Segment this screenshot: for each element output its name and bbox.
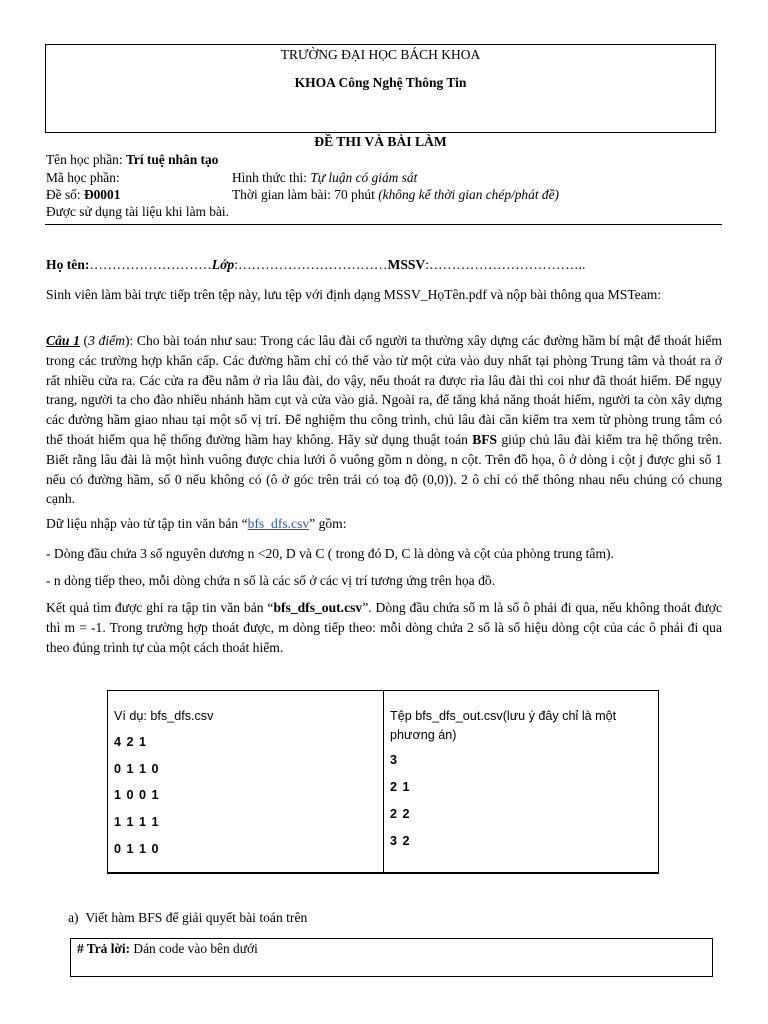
- output-line: 2 2: [390, 807, 411, 821]
- submission-instructions: Sinh viên làm bài trực tiếp trên tệp này, lưu tệp với định dạng MSSV_HọTên.pdf và nộp bài thông qua MSTeam:: [46, 287, 662, 302]
- bfs-term: BFS: [472, 431, 498, 447]
- form-value: Tự luận có giám sát: [310, 170, 418, 185]
- student-id-label: MSSV: [387, 257, 426, 272]
- student-id-dots: :……………………………..: [425, 257, 586, 272]
- university-name: TRƯỜNG ĐẠI HỌC BÁCH KHOA: [280, 47, 481, 62]
- question-1-points: 3 điểm: [88, 333, 125, 348]
- exam-form-line: [232, 170, 417, 186]
- divider-line: [45, 224, 722, 225]
- example-input-title: Ví dụ: bfs_dfs.csv: [114, 709, 214, 723]
- input-bullet-1: - Dòng đầu chứa 3 số nguyên dương n <20, D và C ( trong đó D, C là dòng và cột của phòng trung tâm).: [46, 546, 614, 561]
- table-divider: [383, 691, 384, 873]
- input-description: [46, 514, 722, 534]
- form-label: Hình thức thi:: [232, 170, 311, 185]
- exam-number-line: [46, 187, 120, 203]
- input-line: 1 0 0 1: [114, 788, 160, 802]
- output-desc-suffix: ”. Dòng đầu chứa số m là số ô phải đi qua, nếu không thoát được thì m = -1. Trong trường hợp thoát được, m dòng tiếp theo: mỗi dòng chứa 2 số là số hiệu dòng cột của các ô phải đi qua theo đúng trình tự của một cách thoát hiểm.: [46, 600, 723, 655]
- question-1-body-continued: giúp chủ lâu đài kiểm tra hệ thống trên. Biết rằng lâu đài là một hình vuông được chia lưới ô vuông gồm n dòng, n cột. Trên đồ họa, ô ở dòng i cột j được ghi số 1 nếu có đường hầm, số 0 nếu không có (ô ở góc trên trái có toạ độ (0,0)). 2 ô chỉ có thể thông nhau nếu chúng có chung cạnh.: [46, 431, 722, 507]
- input-line: 1 1 1 1: [114, 815, 160, 829]
- code-label: Mã học phần:: [46, 170, 120, 185]
- faculty-name: KHOA Công Nghệ Thông Tin: [294, 75, 467, 90]
- output-description: [46, 598, 722, 657]
- part-a-marker: a): [68, 910, 79, 925]
- course-value: Trí tuệ nhân tạo: [125, 152, 219, 167]
- table-bottom-border: [108, 872, 658, 874]
- input-desc-suffix: ” gồm:: [309, 516, 347, 531]
- input-line: 0 1 1 0: [114, 842, 160, 856]
- example-table: [107, 690, 659, 874]
- answer-text: Dán code vào bên dưới: [130, 941, 258, 956]
- course-label: Tên học phần:: [46, 152, 126, 167]
- part-a: [68, 910, 307, 926]
- input-line: 4 2 1: [114, 735, 148, 749]
- output-desc-prefix: Kết quả tìm được ghi ra tập tin văn bản “: [46, 600, 274, 615]
- part-a-text: Viết hàm BFS để giải quyết bài toán trên: [85, 910, 308, 925]
- output-file-name: bfs_dfs_out.csv: [273, 600, 363, 615]
- answer-prompt: [77, 941, 258, 957]
- name-label: Họ tên:: [46, 257, 90, 272]
- input-desc-prefix: Dữ liệu nhập vào từ tập tin văn bản “: [46, 516, 248, 531]
- question-1: Câu 1 (3 điểm): Cho bài toán như sau: Trong các lâu đài cổ người ta thường xây dựng các đường hầm bí mật để thoát hiểm trong các trường hợp khẩn cấp. Các đường hầm chỉ có thể vào từ một cửa vào duy nhất tại phòng Trung tâm và thoát ra ở rất nhiều cửa ra. Các cửa ra đều nằm ở rìa lâu đài, do vậy, nếu thoát ra được rìa lâu đài thì coi như đã thoát hiểm. Để ngụy trang, người ta cho đào nhiều nhánh hầm cụt và cửa vào giả. Ngoài ra, để tăng khả năng thoát hiểm, người ta còn xây dựng các đường hầm giao nhau tại một số vị trí. Để nghiệm thu công trình, chủ lâu đài cần kiểm tra xem từ phòng trung tâm có thể thoát hiểm qua hệ thống đường hầm hay không. Hãy sử dụng thuật toán BFS giúp chủ lâu đài kiểm tra hệ thống trên. Biết rằng lâu đài là một hình vuông được chia lưới ô vuông gồm n dòng, n cột. Trên đồ họa, ô ở dòng i cột j được ghi số 1 nếu có đường hầm, số 0 nếu không có (ô ở góc trên trái có toạ độ (0,0)). 2 ô chỉ có thể thông nhau nếu chúng có chung cạnh.: [46, 333, 723, 507]
- materials-note: Được sử dụng tài liệu khi làm bài.: [46, 204, 229, 219]
- exam-no-value: Đ0001: [83, 187, 121, 202]
- input-file-link[interactable]: bfs_dfs.csv: [247, 516, 310, 531]
- output-line: 3 2: [390, 834, 411, 848]
- question-1-body: ): Cho bài toán như sau: Trong các lâu đài cổ người ta thường xây dựng các đường hầm bí mật để thoát hiểm trong các trường hợp khẩn cấp. Các đường hầm chỉ có thể vào từ một cửa vào duy nhất tại phòng Trung tâm và thoát ra ở rất nhiều cửa ra. Các cửa ra đều nằm ở rìa lâu đài, do vậy, nếu thoát ra được rìa lâu đài thì coi như đã thoát hiểm. Để ngụy trang, người ta cho đào nhiều nhánh hầm cụt và cửa vào giả. Ngoài ra, để tăng khả năng thoát hiểm, người ta còn xây dựng các đường hầm giao nhau tại một số vị trí. Để nghiệm thu công trình, chủ lâu đài cần kiểm tra xem từ phòng trung tâm có thể thoát hiểm qua hệ thống đường hầm hay không. Hãy sử dụng thuật toán: [46, 333, 723, 447]
- class-dots: :……………………………: [234, 257, 388, 272]
- question-1-label: Câu 1: [46, 333, 80, 348]
- output-line: 3: [390, 753, 399, 767]
- exam-title: ĐỀ THI VÀ BÀI LÀM: [314, 134, 447, 149]
- input-bullet-2: - n dòng tiếp theo, mỗi dòng chứa n số là các số ở các vị trí tương ứng trên họa đồ.: [46, 573, 496, 588]
- answer-label: # Trả lời:: [77, 941, 131, 956]
- time-line: [232, 187, 559, 203]
- exam-no-label: Đề số:: [46, 187, 84, 202]
- student-info-line: [46, 257, 585, 273]
- example-output-title: Tệp bfs_dfs_out.csv(lưu ý đây chỉ là một phương án): [390, 709, 617, 742]
- class-label: Lớp: [211, 257, 235, 272]
- input-line: 0 1 1 0: [114, 762, 160, 776]
- course-line: [46, 152, 218, 168]
- time-label: Thời gian làm bài: 70 phút: [232, 187, 379, 202]
- name-dots: ………………………: [89, 257, 212, 272]
- output-line: 2 1: [390, 780, 411, 794]
- time-note: (không kể thời gian chép/phát đề): [378, 187, 559, 202]
